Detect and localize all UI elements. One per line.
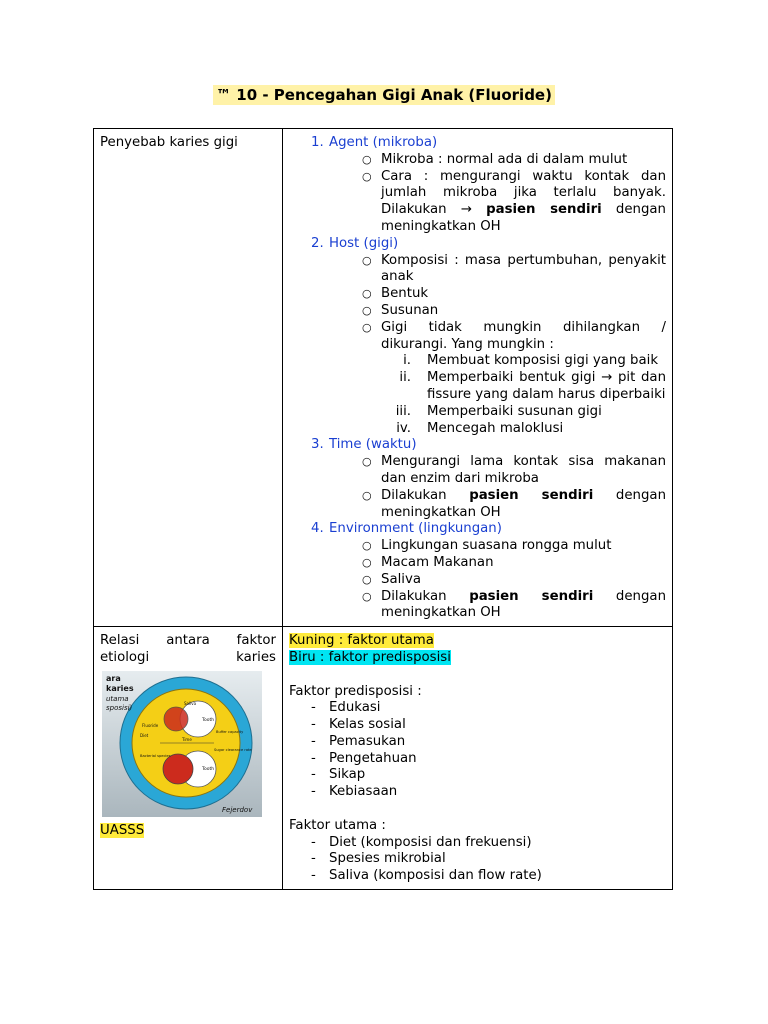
list-item: - Spesies mikrobial (311, 851, 446, 867)
section-title: Faktor utama : (289, 817, 386, 833)
list-item: 1. Agent (mikroba) (311, 135, 438, 150)
legend-cyan: Biru : faktor predisposisi (289, 649, 451, 665)
roman-item: iii. Memperbaiki susunan gigi (395, 403, 602, 419)
overlay-text: sposisi) (106, 703, 133, 712)
sub-item: ○ Komposisi : masa pertumbuhan, penyakit anak (362, 252, 666, 285)
list-item: - Saliva (komposisi dan flow rate) (311, 868, 542, 884)
row-label-cell (94, 129, 283, 627)
list-item: - Kelas sosial (311, 717, 406, 733)
sub-item: ○ Susunan (362, 302, 439, 318)
sub-item: ○ Bentuk (362, 286, 429, 302)
page-title: ™ 10 - Pencegahan Gigi Anak (Fluoride) (0, 86, 768, 104)
list-item: - Edukasi (311, 700, 381, 716)
diagram-label: Tooth (202, 766, 215, 772)
caries-etiology-diagram (102, 671, 262, 817)
diagram-label: Buffer capacity (216, 729, 244, 734)
row-label: Penyebab karies gigi (100, 135, 238, 150)
content-cell (283, 129, 673, 627)
sub-item: ○ Dilakukan pasien sendiri dengan meningkatkan OH (362, 487, 666, 520)
diagram-label: Saliva (184, 700, 197, 706)
sub-item: ○ Lingkungan suasana rongga mulut (362, 538, 612, 554)
diagram-label: Tooth (202, 717, 215, 723)
list-item: - Kebiasaan (311, 784, 398, 800)
diagram-label: Time (182, 736, 192, 742)
row-label-cell (94, 627, 283, 890)
sub-item: ○ Saliva (362, 571, 421, 587)
roman-item: ii. Memperbaiki bentuk gigi → pit dan fissure yang dalam harus diperbaiki (399, 370, 666, 402)
sub-item: ○ Mikroba : normal ada di dalam mulut (362, 151, 628, 167)
list-item: - Sikap (311, 767, 366, 783)
notes-table (93, 128, 673, 890)
table-row (94, 627, 673, 890)
row-label: Relasi antara faktor etiologi karies (100, 633, 276, 665)
signature-text: Fejerdov (222, 805, 253, 814)
uasss-note: UASSS (100, 822, 145, 838)
list-item: - Pemasukan (311, 733, 406, 749)
sub-item: ○ Gigi tidak mungkin dihilangkan / dikurangi. Yang mungkin : (362, 319, 666, 352)
roman-item: i. Membuat komposisi gigi yang baik (403, 353, 659, 369)
diagram-label: Diet (140, 732, 149, 738)
list-item: 2. Host (gigi) (311, 235, 399, 251)
list-item: - Diet (komposisi dan frekuensi) (311, 834, 532, 850)
diagram-label: Sugar clearance rate (214, 747, 252, 752)
section-title: Faktor predisposisi : (289, 683, 422, 699)
list-item: - Pengetahuan (311, 750, 417, 766)
sub-item: ○ Dilakukan pasien sendiri dengan meningkatkan OH (362, 588, 666, 621)
list-item: 4. Environment (lingkungan) (311, 521, 502, 537)
content-cell (283, 627, 673, 890)
diagram-label: Bacterial species (140, 753, 171, 758)
sub-item: ○ Cara : mengurangi waktu kontak dan jumlah mikroba jika terlalu banyak. Dilakukan → pasien sendiri dengan meningkatkan OH (362, 168, 666, 234)
list-item: 3. Time (waktu) (311, 437, 417, 453)
table-row (94, 129, 673, 627)
overlay-text: utama (106, 694, 129, 703)
legend-yellow: Kuning : faktor utama (289, 633, 434, 649)
roman-item: iv. Mencegah maloklusi (396, 420, 564, 436)
overlay-text: ara (106, 673, 121, 683)
sub-item: ○ Macam Makanan (362, 554, 494, 570)
sub-item: ○ Mengurangi lama kontak sisa makanan dan enzim dari mikroba (362, 454, 666, 486)
overlay-text: karies (106, 683, 134, 693)
diagram-label: Fluoride (142, 722, 159, 728)
